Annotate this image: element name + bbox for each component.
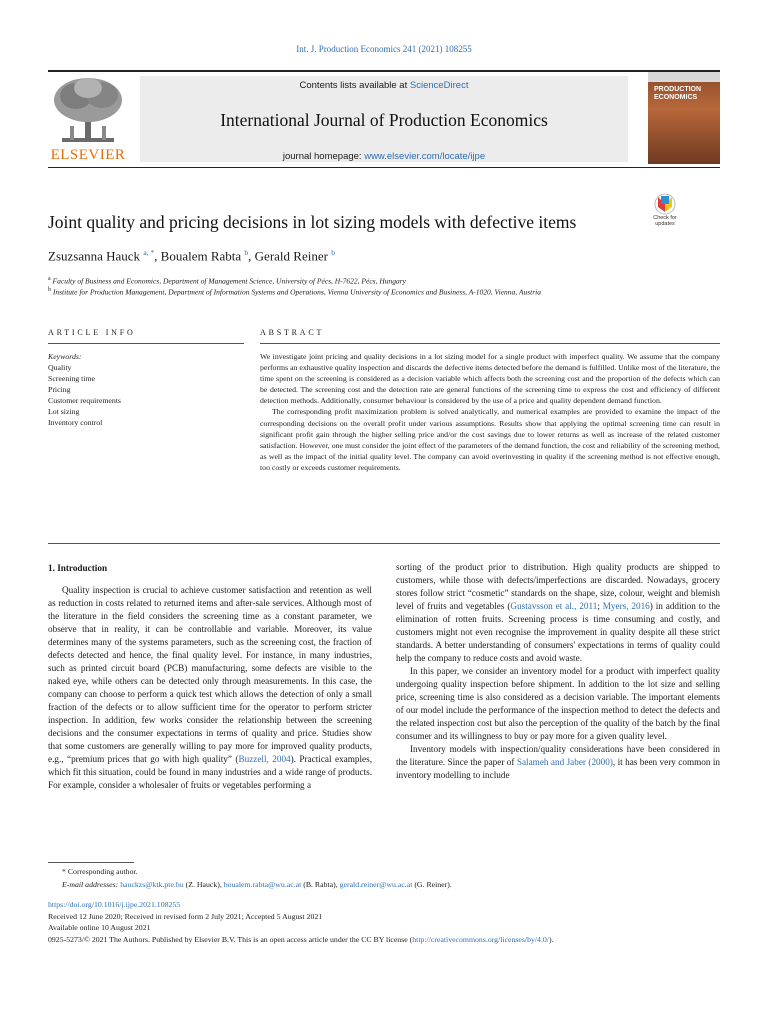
abstract-paragraph: The corresponding profit maximization problem is solved analytically, and numerical examples are provided to examine the impact of the corresponding decisions on the overall profit under various assumptions. Results show that applying the optimal screening time can result in significant profit gain through the higher selling price and/or the cost savings due to lower returns as well as increase of the related customer satisfaction. However, one must consider the joint effect of the parameters of the demand function, the cost and reliability of the screening method, as well as the impact of the initial quality level. The company can avoid overinvesting in quality if the screening method is not effective enough, too costly or exceeds customer requirements.	[260, 407, 720, 472]
abstract-bottom-rule	[48, 543, 720, 544]
homepage-link[interactable]: www.elsevier.com/locate/ijpe	[364, 151, 486, 162]
affiliation-marker: b	[48, 287, 51, 293]
doi-link[interactable]: https://doi.org/10.1016/j.ijpe.2021.108255	[48, 900, 181, 909]
footnotes	[48, 866, 728, 891]
journal-homepage	[140, 151, 628, 162]
elsevier-tree-icon	[48, 76, 128, 148]
author-affiliation-marker[interactable]: a, *	[143, 248, 155, 257]
affiliation-text: Institute for Production Management, Department of Information Systems and Operations, Vienna University of Economics and Business, A-1020, Vienna, Austria	[52, 287, 541, 297]
reference-link[interactable]: Gustavsson et al., 2011	[510, 601, 598, 611]
author-affiliation-marker[interactable]: b	[331, 248, 335, 257]
author-list: Zsuzsanna Hauck $^{a, *}$, Boualem Rabta $^b$, Gerald Reiner $^b$	[48, 248, 335, 264]
email-label: E-mail addresses:	[62, 879, 121, 889]
crossmark-line-2: updates	[655, 221, 675, 227]
crossmark-line-1: Check for	[653, 215, 677, 221]
masthead	[48, 70, 720, 168]
email-link[interactable]: boualem.rabta@wu.ac.at	[223, 879, 302, 889]
body-text: ). Practical examples, which fit this situation, could be found in many industries and a wide range of products. For example, consider a wholesaler of fruits or vegetables performing a	[48, 754, 372, 790]
homepage-label: journal homepage:	[282, 151, 365, 162]
sciencedirect-link[interactable]: ScienceDirect	[409, 80, 469, 91]
footnote-rule	[48, 862, 134, 863]
cover-stripe	[648, 72, 720, 82]
contents-prefix: Contents lists available at	[299, 80, 410, 91]
keyword-item: Inventory control	[48, 418, 103, 427]
reference-link[interactable]: Buzzell, 2004	[238, 754, 291, 764]
body-paragraph	[396, 561, 720, 665]
author-affiliation-marker[interactable]: b	[244, 248, 249, 257]
body-column-right	[396, 561, 720, 782]
publisher-name: ELSEVIER	[50, 147, 126, 163]
publication-info	[48, 899, 748, 945]
body-text: Quality inspection is crucial to achieve customer satisfaction and retention as well as reduction in costs related to returned items and after-sale services. Although most of the literature in the field considers the screening time as a constant parameter, we observe that in reality, it can be controllable and variable. Moreover, its value determines many of the systems parameters, such as the screening cost, the fraction of defects detected and hence, the final quality level. For instance, in many industries, such as printed circuit board (PCB) manufacturing, some defects are visible to the naked eye, while others can be detected only through measurements. In this case, the company can choose to perform a quick test which allows the detection of only a small fraction of the defects or to allow sufficient time for the operator to perform stricter inspection. In addition, few works consider the relationship between the screening decisions and the consumer expectations in terms of quality and price. Studies show that some customers are generally willing to pay more for improved quality products, e.g., “premium prices that go with high quality” (	[48, 585, 372, 764]
body-column-left	[48, 562, 372, 792]
keywords-label: Keywords:	[48, 352, 82, 361]
affiliation	[48, 285, 728, 298]
crossmark-label	[648, 215, 682, 227]
journal-cover-thumbnail[interactable]	[648, 72, 720, 164]
email-owner: (B. Rabta),	[301, 879, 340, 889]
masthead-top-rule	[48, 70, 720, 72]
reference-link[interactable]: Myers, 2016	[602, 601, 650, 611]
available-online-date: Available online 10 August 2021	[48, 923, 151, 932]
author-name[interactable]: Zsuzsanna Hauck	[48, 248, 141, 264]
license-text: 0925-5273/© 2021 The Authors. Published by Elsevier B.V. This is an open access article under the CC BY license (	[48, 934, 413, 944]
email-owner: (Z. Hauck),	[183, 879, 224, 889]
cover-title-line-1: PRODUCTION	[654, 86, 702, 93]
corresponding-author-note: * Corresponding author.	[62, 867, 138, 876]
keywords-block	[48, 351, 244, 428]
abstract-body	[260, 351, 720, 473]
cover-title-line-2: ECONOMICS	[654, 94, 698, 101]
article-info-heading: ARTICLE INFO	[48, 328, 136, 337]
body-paragraph	[396, 743, 720, 782]
email-addresses	[48, 879, 728, 892]
keyword-item: Screening time	[48, 374, 95, 383]
author-name[interactable]: Gerald Reiner	[254, 248, 328, 264]
journal-banner	[140, 76, 628, 162]
email-owner: (G. Reiner).	[412, 879, 452, 889]
license-text: ).	[548, 934, 554, 944]
keyword-item: Quality	[48, 363, 72, 372]
body-text: ;	[597, 601, 603, 611]
body-text: Inventory models with inspection/quality considerations have been considered in the literature. Since the paper of	[396, 744, 720, 767]
license-link[interactable]: http://creativecommons.org/licenses/by/4.0/	[412, 934, 549, 944]
email-link[interactable]: hauckzs@ktk.pte.hu	[120, 879, 184, 889]
article-info-rule	[48, 343, 244, 344]
cover-title	[654, 86, 701, 102]
keyword-item: Customer requirements	[48, 396, 121, 405]
email-link[interactable]: gerald.reiner@wu.ac.at	[339, 879, 413, 889]
check-for-updates-badge[interactable]	[648, 193, 682, 231]
journal-title: International Journal of Production Economics	[220, 110, 548, 130]
crossmark-icon	[648, 193, 682, 215]
received-dates: Received 12 June 2020; Received in revised form 2 July 2021; Accepted 5 August 2021	[48, 911, 323, 921]
journal-citation[interactable]: Int. J. Production Economics 241 (2021) 108255	[296, 44, 472, 54]
keyword-item: Lot sizing	[48, 407, 80, 416]
license-statement	[48, 934, 748, 946]
abstract-rule	[260, 343, 720, 344]
affiliation-marker: a	[48, 276, 51, 282]
masthead-bottom-rule	[48, 167, 720, 169]
author-name[interactable]: Boualem Rabta	[160, 248, 242, 264]
contents-lists	[140, 80, 628, 91]
elsevier-logo	[48, 76, 128, 166]
body-paragraph: In this paper, we consider an inventory model for a product with imperfect quality undergoing quality inspection before shipment. In addition to the lot size and selling price, screening time is also considered as a decision variable. The important elements of our model include the performance of the inspection method to detect the defects and the related inspection cost but also the perception of the quality of the batch by the final consumer and its willingness to buy or pay more for a given quality level.	[396, 666, 720, 741]
body-paragraph	[48, 584, 372, 792]
reference-link[interactable]: Salameh and Jaber (2000)	[516, 757, 613, 767]
abstract-heading: ABSTRACT	[260, 328, 325, 337]
introduction-heading: 1. Introduction	[48, 563, 108, 573]
body-text: sorting of the product prior to distribution. High quality products are shipped to customers, while those with defects/imperfections are discarded. Nowadays, grocery stores follow strict “cosmetic” standards on the shape, size, colour, weight and blemish level of fruits and vegetables (	[396, 562, 720, 611]
keyword-item: Pricing	[48, 385, 71, 394]
body-text: , it has been very common in inventory modelling to include	[396, 757, 720, 780]
article-title: Joint quality and pricing decisions in lot sizing models with defective items	[48, 212, 577, 232]
abstract-paragraph: We investigate joint pricing and quality decisions in a lot sizing model for a single product with imperfect quality. We assume that the company performs an exhaustive quality inspection and discards the defective items detected before the demand is fulfilled. Unlike most of the literature, the time spent on the screening is considered as a decision variable which affects both the screening cost and the proportion of the defects which can be detected. The screening cost and the detection rate are general functions of the screening time to express the cost and efficiency of different detection methods. Additionally, consumer behaviour is considered by the use of a price and quality dependent demand function.	[260, 352, 720, 406]
body-text: ) in addition to the elimination of rotten fruits. Screening process is time consuming and costly, and customers might not even recognise the improvement in quality despite all these strict standards. A better understanding of consumers' expectations in terms of quality could help the company to reduce costs and avoid waste.	[396, 601, 720, 663]
affiliation-text: Faculty of Business and Economics, Department of Management Science, University of Pécs, H-7622, Pécs, Hungary	[52, 276, 407, 286]
